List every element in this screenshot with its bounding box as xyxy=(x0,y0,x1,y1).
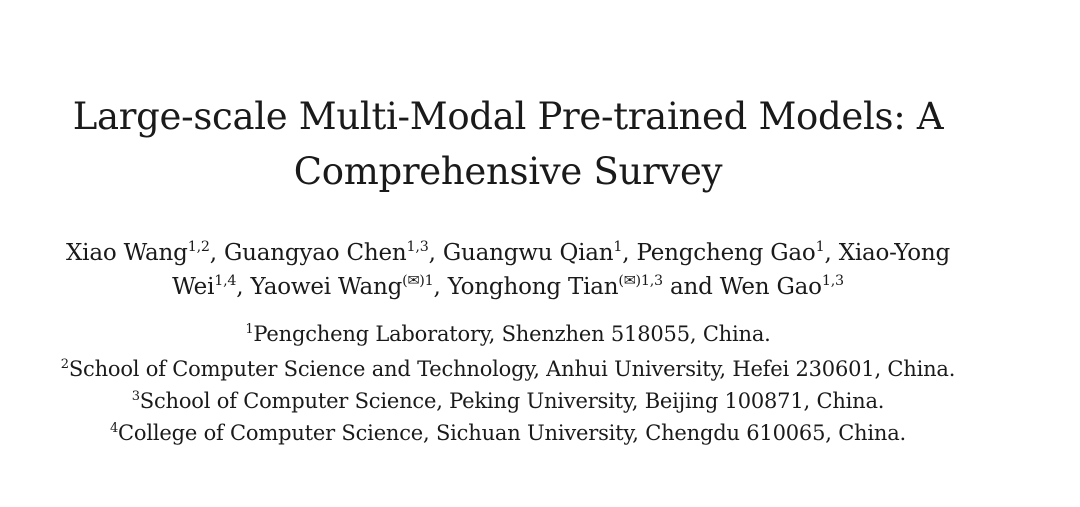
author-name: , Yonghong Tian xyxy=(433,274,619,300)
author-name: , Xiao-Yong xyxy=(824,240,950,266)
corresponding-author-marker: (✉)1 xyxy=(402,273,434,290)
affiliation-number: 1 xyxy=(245,321,254,337)
author-name: Xiao Wang xyxy=(66,240,188,266)
author-affiliation-marker: 1,2 xyxy=(187,239,210,256)
paper-title-line-1: Large-scale Multi-Modal Pre-trained Models: A xyxy=(72,95,944,138)
author-affiliation-marker: 1,3 xyxy=(821,273,844,290)
author-name: and Wen Gao xyxy=(662,274,822,300)
affiliation-text: College of Computer Science, Sichuan University, Chengdu 610065, China. xyxy=(118,421,907,445)
corresponding-author-marker: (✉)1,3 xyxy=(618,273,663,290)
affiliation-text: Pengcheng Laboratory, Shenzhen 518055, China. xyxy=(253,322,771,346)
author-list-line-1 xyxy=(0,239,1016,266)
affiliation-text: School of Computer Science and Technology, Anhui University, Hefei 230601, China. xyxy=(68,357,956,381)
author-name: , Guangwu Qian xyxy=(428,240,614,266)
affiliation-1 xyxy=(0,321,1016,346)
author-affiliation-marker: 1,3 xyxy=(406,239,429,256)
affiliation-number: 4 xyxy=(109,420,119,436)
affiliation-text: School of Computer Science, Peking University, Beijing 100871, China. xyxy=(139,389,885,413)
author-affiliation-marker: 1,4 xyxy=(214,273,237,290)
affiliation-number: 3 xyxy=(131,388,140,404)
affiliation-number: 2 xyxy=(60,356,69,372)
paper-title-line-2: Comprehensive Survey xyxy=(293,150,723,193)
affiliation-3 xyxy=(0,388,1016,413)
author-affiliation-marker: 1 xyxy=(815,239,825,256)
affiliation-4 xyxy=(0,420,1016,445)
author-affiliation-marker: 1 xyxy=(613,239,623,256)
affiliation-2 xyxy=(0,356,1016,381)
author-name: , Pengcheng Gao xyxy=(622,240,816,266)
author-list-line-2 xyxy=(0,273,1016,300)
author-name: , Yaowei Wang xyxy=(236,274,403,300)
author-name: , Guangyao Chen xyxy=(209,240,407,266)
author-name: Wei xyxy=(172,274,215,300)
